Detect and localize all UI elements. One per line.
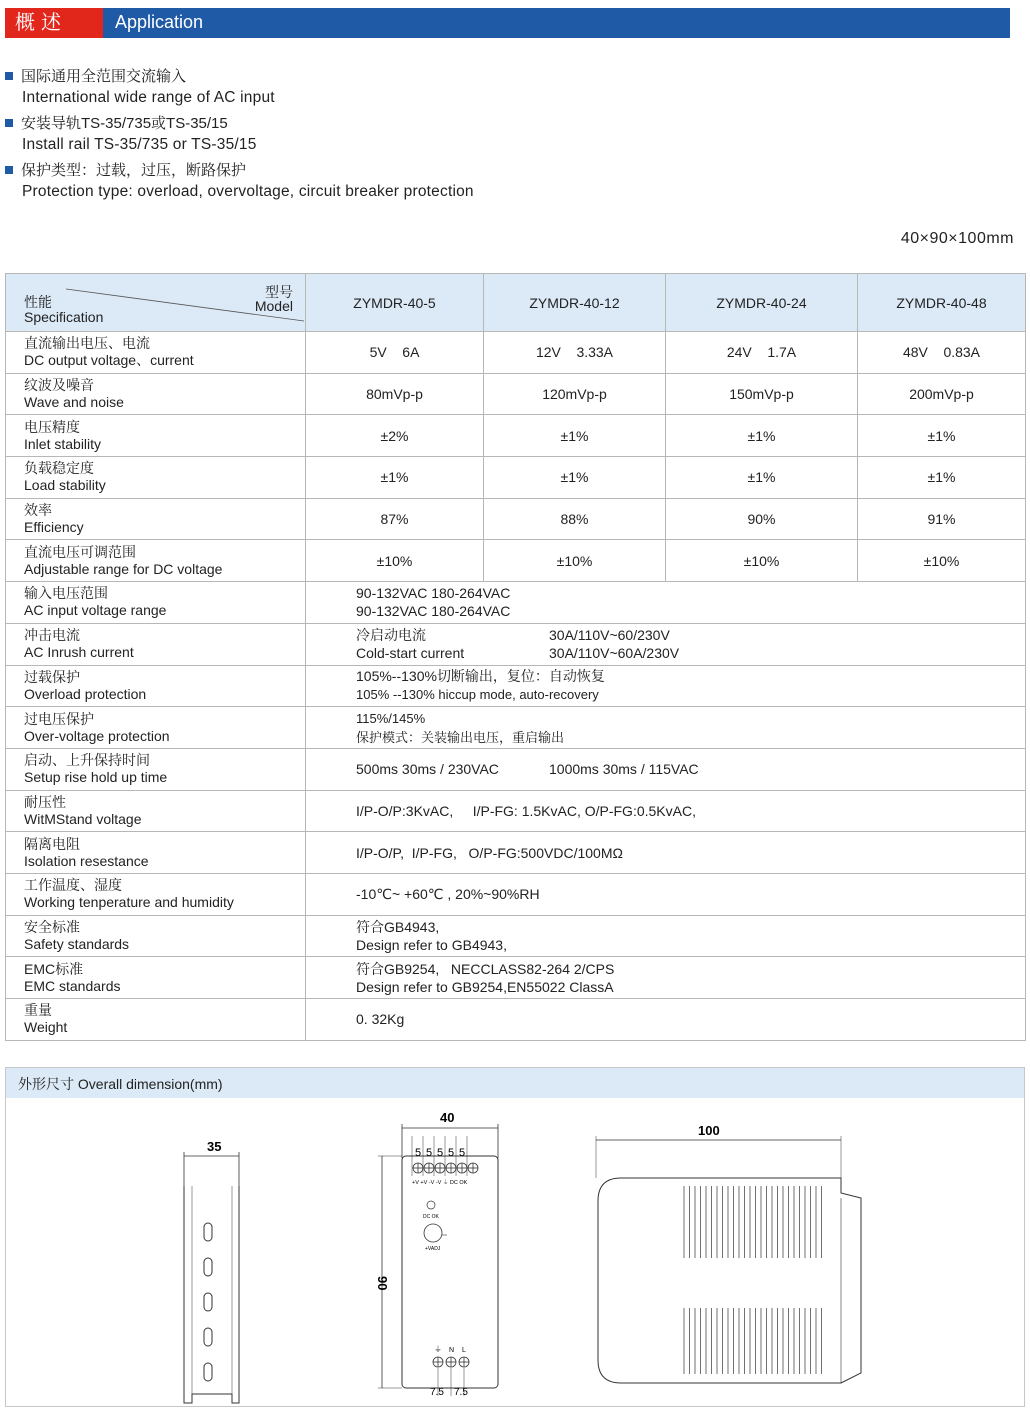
side-view-drawing <box>596 1123 861 1383</box>
table-cell: ±1% <box>858 415 1026 457</box>
row-label <box>6 332 306 374</box>
potentiometer-icon <box>424 1224 442 1242</box>
vent-fins-icon <box>684 1186 822 1374</box>
row-label-en: Weight <box>24 1019 68 1036</box>
row-label <box>6 665 306 707</box>
row-label-en: Working tenperature and humidity <box>24 894 234 911</box>
table-cell: 91% <box>858 498 1026 540</box>
cell-line: 符合GB9254, NECCLASS82-264 2/CPS <box>356 960 615 977</box>
row-label <box>6 832 306 874</box>
table-row <box>6 457 1026 499</box>
table-cell: 120mVp-p <box>484 373 666 415</box>
table-cell: 48V 0.83A <box>858 332 1026 374</box>
row-label-en: Adjustable range for DC voltage <box>24 560 223 577</box>
row-label-cn: 过载保护 <box>24 668 80 685</box>
row-label <box>6 748 306 790</box>
bottom-spacing-label: 7.5 <box>454 1387 468 1398</box>
row-label <box>6 540 306 582</box>
row-label-en: WitMStand voltage <box>24 810 142 827</box>
table-row <box>6 748 1026 790</box>
merged-cell <box>306 915 1026 957</box>
ground-label: ⏚ <box>434 1345 442 1354</box>
table-cell: 90% <box>666 498 858 540</box>
table-row <box>6 623 1026 665</box>
dc-ok-label: DC OK <box>423 1214 439 1220</box>
feature-en: International wide range of AC input <box>22 89 275 106</box>
table-row <box>6 373 1026 415</box>
row-label-en: DC output voltage、current <box>24 352 194 369</box>
row-label-cn: 过电压保护 <box>24 710 94 727</box>
row-label-en: Load stability <box>24 477 106 494</box>
feature-item <box>5 113 705 155</box>
cell-line: I/P-O/P:3KvAC, I/P-FG: 1.5KvAC, O/P-FG:0.5KvAC, <box>356 802 696 819</box>
cell-line: 115%/145% <box>356 710 426 726</box>
section-header-cn: 概述 <box>5 8 103 38</box>
row-label-cn: 纹波及噪音 <box>24 377 94 394</box>
line-label: L <box>462 1347 466 1354</box>
row-label-cn: 耐压性 <box>24 793 66 810</box>
model-header: ZYMDR-40-24 <box>666 274 858 332</box>
table-row <box>6 332 1026 374</box>
feature-en: Install rail TS-35/735 or TS-35/15 <box>22 136 257 153</box>
front-width-label: 40 <box>440 1110 455 1125</box>
row-label-en: AC input voltage range <box>24 602 167 619</box>
bullet-square-icon <box>5 119 13 127</box>
spec-table <box>5 273 1026 1041</box>
row-label-en: EMC standards <box>24 977 121 994</box>
table-cell: ±10% <box>306 540 484 582</box>
bullet-square-icon <box>5 166 13 174</box>
row-label <box>6 957 306 999</box>
bottom-spacing-label: 7.5 <box>430 1387 444 1398</box>
rail-width-label: 35 <box>207 1139 222 1154</box>
table-cell: 87% <box>306 498 484 540</box>
table-cell: ±1% <box>484 415 666 457</box>
spec-model-header <box>6 274 306 332</box>
row-label-cn: EMC标准 <box>24 960 84 977</box>
row-label-en: Safety standards <box>24 935 130 952</box>
table-row <box>6 665 1026 707</box>
cell-line: 90-132VAC 180-264VAC <box>356 585 511 602</box>
table-cell: 88% <box>484 498 666 540</box>
overall-dimensions: 40×90×100mm <box>900 230 1014 247</box>
row-label-cn: 直流电压可调范围 <box>24 543 136 560</box>
spacing-label: 5 <box>448 1147 455 1159</box>
feature-en: Protection type: overload, overvoltage, circuit breaker protection <box>22 183 474 200</box>
table-row <box>6 582 1026 624</box>
bullet-square-icon <box>5 72 13 80</box>
row-label <box>6 790 306 832</box>
row-label-cn: 电压精度 <box>24 418 80 435</box>
table-cell: ±1% <box>858 457 1026 499</box>
cell-line: 105% --130% hiccup mode, auto-recovery <box>356 687 599 703</box>
row-label <box>6 915 306 957</box>
cell-line: 500ms 30ms / 230VAC <box>356 761 499 778</box>
dimension-title-bar <box>6 1068 1024 1098</box>
table-cell: 150mVp-p <box>666 373 858 415</box>
table-cell: ±10% <box>484 540 666 582</box>
row-label-cn: 效率 <box>24 502 52 519</box>
section-header <box>5 8 1010 38</box>
cell-line: Design refer to GB4943, <box>356 936 507 953</box>
row-label <box>6 457 306 499</box>
row-label-cn: 输入电压范围 <box>24 585 108 602</box>
spec-label-cn: 性能 <box>24 293 52 310</box>
spacing-label: 5 <box>426 1147 433 1159</box>
section-header-title: Application <box>115 12 204 32</box>
table-row <box>6 540 1026 582</box>
merged-cell <box>306 623 1026 665</box>
row-label <box>6 582 306 624</box>
row-label-en: Efficiency <box>24 519 84 536</box>
table-cell: ±1% <box>484 457 666 499</box>
cell-line: Cold-start current <box>356 645 465 662</box>
cell-line: 30A/110V~60/230V <box>549 627 670 644</box>
front-view-drawing <box>375 1110 498 1398</box>
dimension-title: 外形尺寸 Overall dimension(mm) <box>18 1076 223 1092</box>
feature-cn: 安装导轨TS-35/735或TS-35/15 <box>21 115 228 132</box>
table-row <box>6 832 1026 874</box>
side-depth-label: 100 <box>698 1123 720 1138</box>
model-label-cn: 型号 <box>265 283 293 300</box>
row-label-en: Overload protection <box>24 685 147 702</box>
row-label <box>6 999 306 1041</box>
cell-line: Design refer to GB9254,EN55022 ClassA <box>356 978 614 995</box>
row-label-en: Isolation resestance <box>24 852 149 869</box>
row-label-cn: 隔离电阻 <box>24 835 80 852</box>
row-label-cn: 安全标准 <box>24 918 80 935</box>
feature-item <box>5 160 705 202</box>
table-row <box>6 957 1026 999</box>
row-label-en: Wave and noise <box>24 394 124 411</box>
row-label-cn: 直流输出电压、电流 <box>24 335 150 352</box>
row-label-en: AC Inrush current <box>24 644 134 661</box>
table-cell: ±10% <box>858 540 1026 582</box>
model-header: ZYMDR-40-5 <box>306 274 484 332</box>
table-cell: ±1% <box>306 457 484 499</box>
row-label-cn: 重量 <box>24 1002 52 1019</box>
table-row <box>6 915 1026 957</box>
neutral-label: N <box>449 1347 455 1354</box>
merged-cell <box>306 832 1026 874</box>
cell-line: 0. 32Kg <box>356 1011 405 1028</box>
spacing-label: 5 <box>437 1147 444 1159</box>
table-row <box>6 707 1026 749</box>
table-cell: 5V 6A <box>306 332 484 374</box>
cell-line: 30A/110V~60A/230V <box>549 645 680 662</box>
merged-cell <box>306 957 1026 999</box>
spec-label-en: Specification <box>24 308 104 325</box>
front-height-label: 90 <box>375 1276 390 1291</box>
cell-line: 冷启动电流 <box>356 627 426 644</box>
merged-cell <box>306 582 1026 624</box>
terminal-labels: +V +V -V -V ⏚ DC OK <box>412 1180 468 1186</box>
feature-cn: 国际通用全范围交流输入 <box>21 68 187 85</box>
dimension-drawings <box>6 1098 1024 1408</box>
feature-list <box>5 66 705 207</box>
table-cell: ±2% <box>306 415 484 457</box>
cell-line: 105%--130%切断输出，复位：自动恢复 <box>356 668 605 685</box>
vadj-label: +VADJ <box>425 1246 441 1252</box>
merged-cell <box>306 748 1026 790</box>
model-label-en: Model <box>254 297 293 314</box>
cell-line: 1000ms 30ms / 115VAC <box>549 761 699 778</box>
merged-cell <box>306 873 1026 915</box>
spacing-label: 5 <box>459 1147 466 1159</box>
row-label-cn: 冲击电流 <box>24 627 80 644</box>
row-label-cn: 启动、上升保持时间 <box>24 752 150 769</box>
table-cell: 80mVp-p <box>306 373 484 415</box>
cell-line: 符合GB4943, <box>356 918 440 935</box>
table-cell: ±10% <box>666 540 858 582</box>
cell-line: 90-132VAC 180-264VAC <box>356 603 511 620</box>
row-label <box>6 415 306 457</box>
table-cell: ±1% <box>666 457 858 499</box>
spacing-label: 5 <box>415 1147 422 1159</box>
row-label-en: Setup rise hold up time <box>24 769 168 786</box>
cell-line: 保护模式：关装输出电压，重启输出 <box>356 729 565 745</box>
din-rail-drawing <box>184 1139 239 1403</box>
row-label-cn: 工作温度、湿度 <box>24 877 122 894</box>
table-cell: 12V 3.33A <box>484 332 666 374</box>
row-label-en: Inlet stability <box>24 435 102 452</box>
row-label <box>6 623 306 665</box>
table-cell: ±1% <box>666 415 858 457</box>
row-label <box>6 373 306 415</box>
row-label <box>6 873 306 915</box>
row-label <box>6 707 306 749</box>
row-label-cn: 负载稳定度 <box>24 460 94 477</box>
model-header: ZYMDR-40-48 <box>858 274 1026 332</box>
input-terminal-icon <box>433 1357 469 1367</box>
cell-line: I/P-O/P, I/P-FG, O/P-FG:500VDC/100MΩ <box>356 844 623 861</box>
table-row <box>6 498 1026 540</box>
cell-line: -10℃~ +60℃ , 20%~90%RH <box>356 886 540 903</box>
table-cell: 24V 1.7A <box>666 332 858 374</box>
led-icon <box>427 1201 435 1209</box>
dimension-section <box>5 1067 1025 1407</box>
row-label <box>6 498 306 540</box>
table-row <box>6 415 1026 457</box>
feature-item <box>5 66 705 108</box>
merged-cell <box>306 707 1026 749</box>
table-header-row <box>6 274 1026 332</box>
table-row <box>6 790 1026 832</box>
feature-cn: 保护类型：过载，过压，断路保护 <box>21 162 247 179</box>
table-cell: 200mVp-p <box>858 373 1026 415</box>
merged-cell <box>306 665 1026 707</box>
merged-cell <box>306 999 1026 1041</box>
table-row <box>6 873 1026 915</box>
model-header: ZYMDR-40-12 <box>484 274 666 332</box>
merged-cell <box>306 790 1026 832</box>
row-label-en: Over-voltage protection <box>24 727 170 744</box>
table-row <box>6 999 1026 1041</box>
